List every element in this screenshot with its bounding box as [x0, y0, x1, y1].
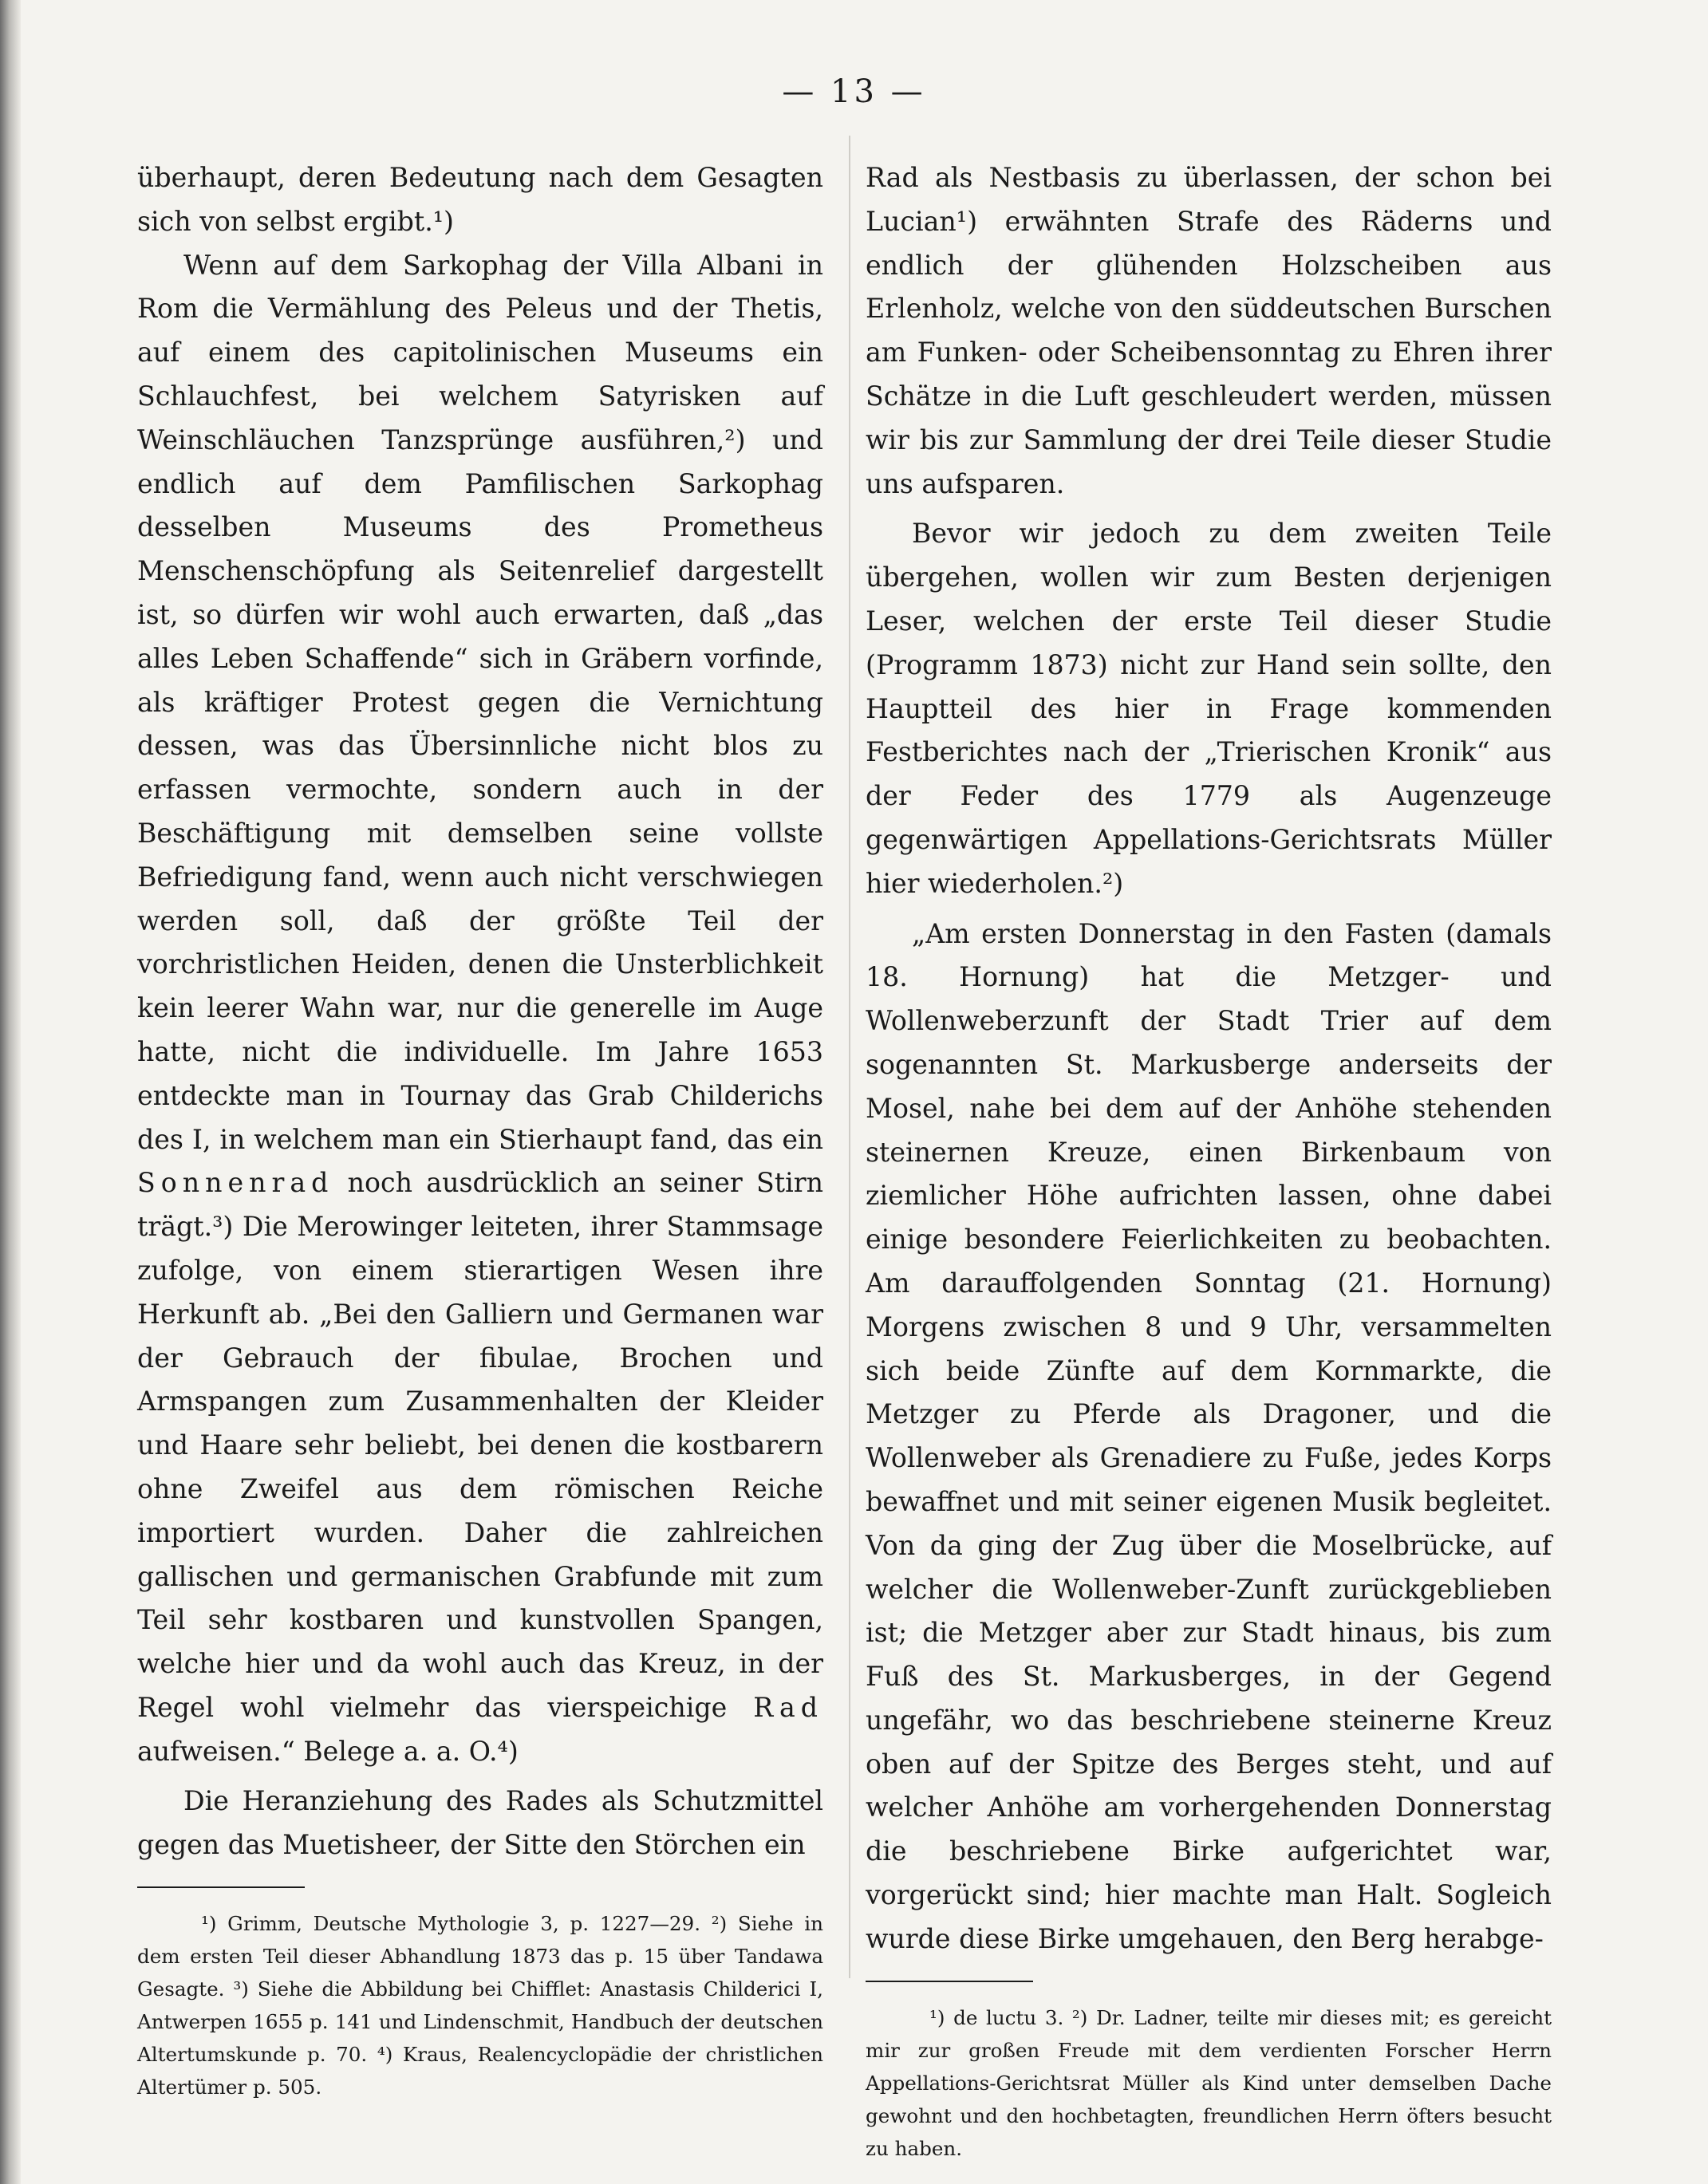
right-column: [866, 156, 1552, 2165]
left-column: [137, 156, 823, 2103]
left-footnote-rule: [137, 1886, 305, 1888]
right-body-text: [866, 156, 1552, 1961]
right-paragraph-1: Rad als Nestbasis zu überlassen, der schon bei Lucian¹) erwähnten Strafe des Räderns und endlich der glühenden Holzscheiben aus Erlenholz, welche von den süddeutschen Burschen am Funken- oder Scheibensonntag zu Ehren ihrer Schätze in die Luft geschleudert werden, müssen wir bis zur Sammlung der drei Teile dieser Studie uns aufsparen.: [866, 162, 1552, 499]
right-footnotes: [866, 2001, 1552, 2165]
right-paragraph-2: Bevor wir jedoch zu dem zweiten Teile übergehen, wollen wir zum Besten derjenigen Leser, welchen der erste Teil dieser Studie (Programm 1873) nicht zur Hand sein sollte, den Hauptteil des hier in Frage kommenden Festberichtes nach der „Trierischen Kronik“ aus der Feder des 1779 als Augenzeuge gegenwärtigen Appellations-Gerichtsrats Müller hier wiederholen.²): [866, 518, 1552, 899]
sonnenrad-emphasis: Sonnenrad: [137, 1167, 334, 1199]
left-paragraph-2-end: aufweisen.“ Belege a. a. O.⁴): [137, 1735, 519, 1767]
page-binding-shadow: [0, 0, 21, 2184]
column-divider: [849, 136, 850, 1978]
left-paragraph-2-cont: noch ausdrücklich an seiner Stirn trägt.³) Die Merowinger leiteten, ihrer Stammsage zufolge, von einem stierartigen Wesen ihre Herkunft ab. „Bei den Galliern und Germanen war der Gebrauch der fibulae, Brochen und Armspangen zum Zusammenhalten der Kleider und Haare sehr beliebt, bei denen die kostbarern ohne Zweifel aus dem römischen Reiche importiert wurden. Daher die zahlreichen gallischen und germanischen Grabfunde mit zum Teil sehr kostbaren und kunstvollen Spangen, welche hier und da wohl auch das Kreuz, in der Regel wohl vielmehr das vierspeichige: [137, 1167, 823, 1723]
right-footnote-rule: [866, 1981, 1033, 1982]
left-paragraph-1: überhaupt, deren Bedeutung nach dem Gesagten sich von selbst ergibt.¹): [137, 162, 823, 237]
left-paragraph-3: Die Heranziehung des Rades als Schutzmittel gegen das Muetisheer, der Sitte den Störchen ein: [137, 1785, 823, 1861]
left-body-text: [137, 156, 823, 1867]
left-paragraph-2-text: Wenn auf dem Sarkophag der Villa Albani in Rom die Vermählung des Peleus und der Thetis, auf einem des capitolinischen Museums ein Schlauchfest, bei welchem Satyrisken auf Weinschläuchen Tanzsprünge ausführen,²) und endlich auf dem Pamfilischen Sarkophag desselben Museums des Prometheus Menschenschöpfung als Seitenrelief dargestellt ist, so dürfen wir wohl auch erwarten, daß „das alles Leben Schaffende“ sich in Gräbern vorfinde, als kräftiger Protest gegen die Vernichtung dessen, was das Übersinnliche nicht blos zu erfassen vermochte, sondern auch in der Beschäftigung mit demselben seine vollste Befriedigung fand, wenn auch nicht verschwiegen werden soll, daß der größte Teil der vorchristlichen Heiden, denen die Unsterblichkeit kein leerer Wahn war, nur die generelle im Auge hatte, nicht die individuelle. Im Jahre 1653 entdeckte man in Tournay das Grab Childerichs des I, in welchem man ein Stierhaupt fand, das ein: [137, 249, 823, 1155]
right-paragraph-3: „Am ersten Donnerstag in den Fasten (damals 18. Hornung) hat die Metzger- und Wollenweberzunft der Stadt Trier auf dem sogenannten St. Markusberge anderseits der Mosel, nahe bei dem auf der Anhöhe stehenden steinernen Kreuze, einen Birkenbaum von ziemlicher Höhe aufrichten lassen, ohne dabei einige besondere Feierlichkeiten zu beobachten. Am darauffolgenden Sonntag (21. Hornung) Morgens zwischen 8 und 9 Uhr, versammelten sich beide Zünfte auf dem Kornmarkte, die Metzger zu Pferde als Dragoner, und die Wollenweber als Grenadiere zu Fuße, jedes Korps bewaffnet und mit seiner eigenen Musik begleitet. Von da ging der Zug über die Moselbrücke, auf welcher die Wollenweber-Zunft zurückgeblieben ist; die Metzger aber zur Stadt hinaus, bis zum Fuß des St. Markusberges, in der Gegend ungefähr, wo das beschriebene steinerne Kreuz oben auf der Spitze des Berges steht, und auf welcher Anhöhe am vorhergehenden Donnerstag die beschriebene Birke aufgerichtet war, vorgerückt sind; hier machte man Halt. Sogleich wurde diese Birke umgehauen, den Berg herabge-: [866, 917, 1552, 1954]
left-footnote-text: ¹) Grimm, Deutsche Mythologie 3, p. 1227—29. ²) Siehe in dem ersten Teil dieser Abhandlung 1873 das p. 15 über Tandawa Gesagte. ³) Siehe die Abbildung bei Chifflet: Anastasis Childerici I, Antwerpen 1655 p. 141 und Lindenschmit, Handbuch der deutschen Altertumskunde p. 70. ⁴) Kraus, Realencyclopädie der christlichen Altertümer p. 505.: [137, 1912, 823, 2099]
left-footnotes: [137, 1907, 823, 2103]
page-number: — 13 —: [782, 73, 926, 110]
rad-emphasis: Rad: [753, 1691, 823, 1723]
right-footnote-text: ¹) de luctu 3. ²) Dr. Ladner, teilte mir dieses mit; es gereicht mir zur großen Freude mit dem verdienten Forscher Herrn Appellations-Gerichtsrat Müller als Kind unter demselben Dache gewohnt und den hochbetagten, freundlichen Herrn öfters besucht zu haben.: [866, 2005, 1552, 2160]
left-paragraph-2: [137, 244, 823, 1774]
